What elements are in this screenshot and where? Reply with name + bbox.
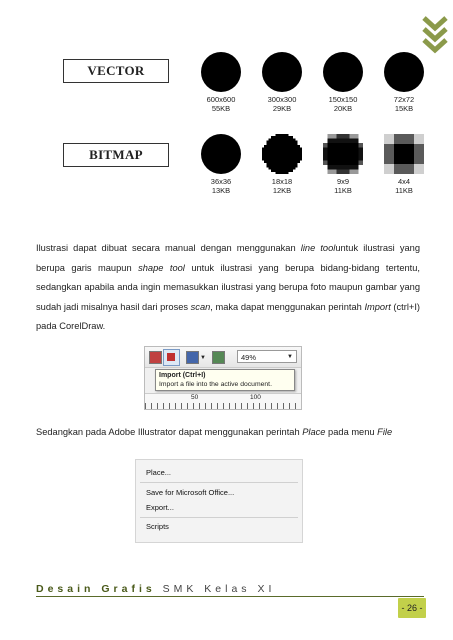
import-button[interactable] <box>163 349 180 366</box>
vector-circle <box>262 52 302 92</box>
dropdown-arrow-icon[interactable]: ▼ <box>200 355 206 361</box>
zoom-value: 49% <box>241 353 257 362</box>
illustrator-file-menu <box>135 459 303 543</box>
menu-separator <box>140 517 298 518</box>
bitmap-caption: 4x4 11KB <box>395 177 413 195</box>
page-number: - 26 - <box>398 598 426 618</box>
bitmap-circle <box>384 134 424 174</box>
chevron-down-icon <box>421 14 449 54</box>
bitmap-label: BITMAP <box>63 143 169 167</box>
paragraph-place: Sedangkan pada Adobe Illustrator dapat menggunakan perintah Place pada menu File <box>36 427 393 437</box>
ruler-label-50: 50 <box>191 394 199 401</box>
vector-circle <box>201 52 241 92</box>
paragraph-import: Ilustrasi dapat dibuat secara manual dengan menggunakan line tooluntuk ilustrasi yang berupa garis maupun shape tool untuk ilustrasi yang berupa bidang-bidang tertentu, sedangkan apabila anda ingin memasukkan ilustrasi yang berupa foto maupun gambar yang sudah jadi misalnya hasil dari proses scan, maka dapat menggunakan perintah Import (ctrl+I) pada CorelDraw. <box>36 243 421 331</box>
tooltip-description: Import a file into the active document. <box>159 381 272 388</box>
vector-caption: 300x300 29KB <box>267 95 297 113</box>
tooltip <box>155 369 295 391</box>
bitmap-circle <box>201 134 241 174</box>
vector-label: VECTOR <box>63 59 169 83</box>
vector-caption: 150x150 20KB <box>328 95 358 113</box>
menu-item-export[interactable]: Export... <box>146 503 174 512</box>
vector-circle <box>323 52 363 92</box>
ruler-ticks <box>145 403 301 409</box>
bitmap-caption: 9x9 11KB <box>334 177 352 195</box>
vector-caption: 600x600 55KB <box>206 95 236 113</box>
tooltip-title: Import (Ctrl+I) <box>159 372 206 379</box>
vector-circle <box>384 52 424 92</box>
horizontal-ruler <box>145 393 301 410</box>
chevron-decoration <box>421 14 449 54</box>
bitmap-circle <box>262 134 302 174</box>
footer-title: Desain Grafis SMK Kelas XI <box>36 583 276 595</box>
chevron-down-icon: ▼ <box>287 354 293 360</box>
menu-item-place[interactable]: Place... <box>146 468 172 477</box>
bitmap-caption: 18x18 12KB <box>271 177 293 195</box>
footer-rule <box>36 596 424 597</box>
bitmap-circle <box>323 134 363 174</box>
menu-item-save-for-microsoft-office[interactable]: Save for Microsoft Office... <box>146 488 235 497</box>
app-launcher-icon[interactable] <box>212 351 225 364</box>
ruler-label-100: 100 <box>250 394 261 401</box>
bitmap-caption: 36x36 13KB <box>210 177 232 195</box>
menu-separator <box>140 482 298 483</box>
vector-caption: 72x72 15KB <box>393 95 415 113</box>
import-icon <box>167 353 175 361</box>
menu-item-scripts[interactable]: Scripts <box>146 522 169 531</box>
export-icon[interactable] <box>186 351 199 364</box>
zoom-select[interactable] <box>237 350 297 363</box>
paste-icon[interactable] <box>149 351 162 364</box>
coreldraw-toolbar-screenshot <box>144 346 302 410</box>
